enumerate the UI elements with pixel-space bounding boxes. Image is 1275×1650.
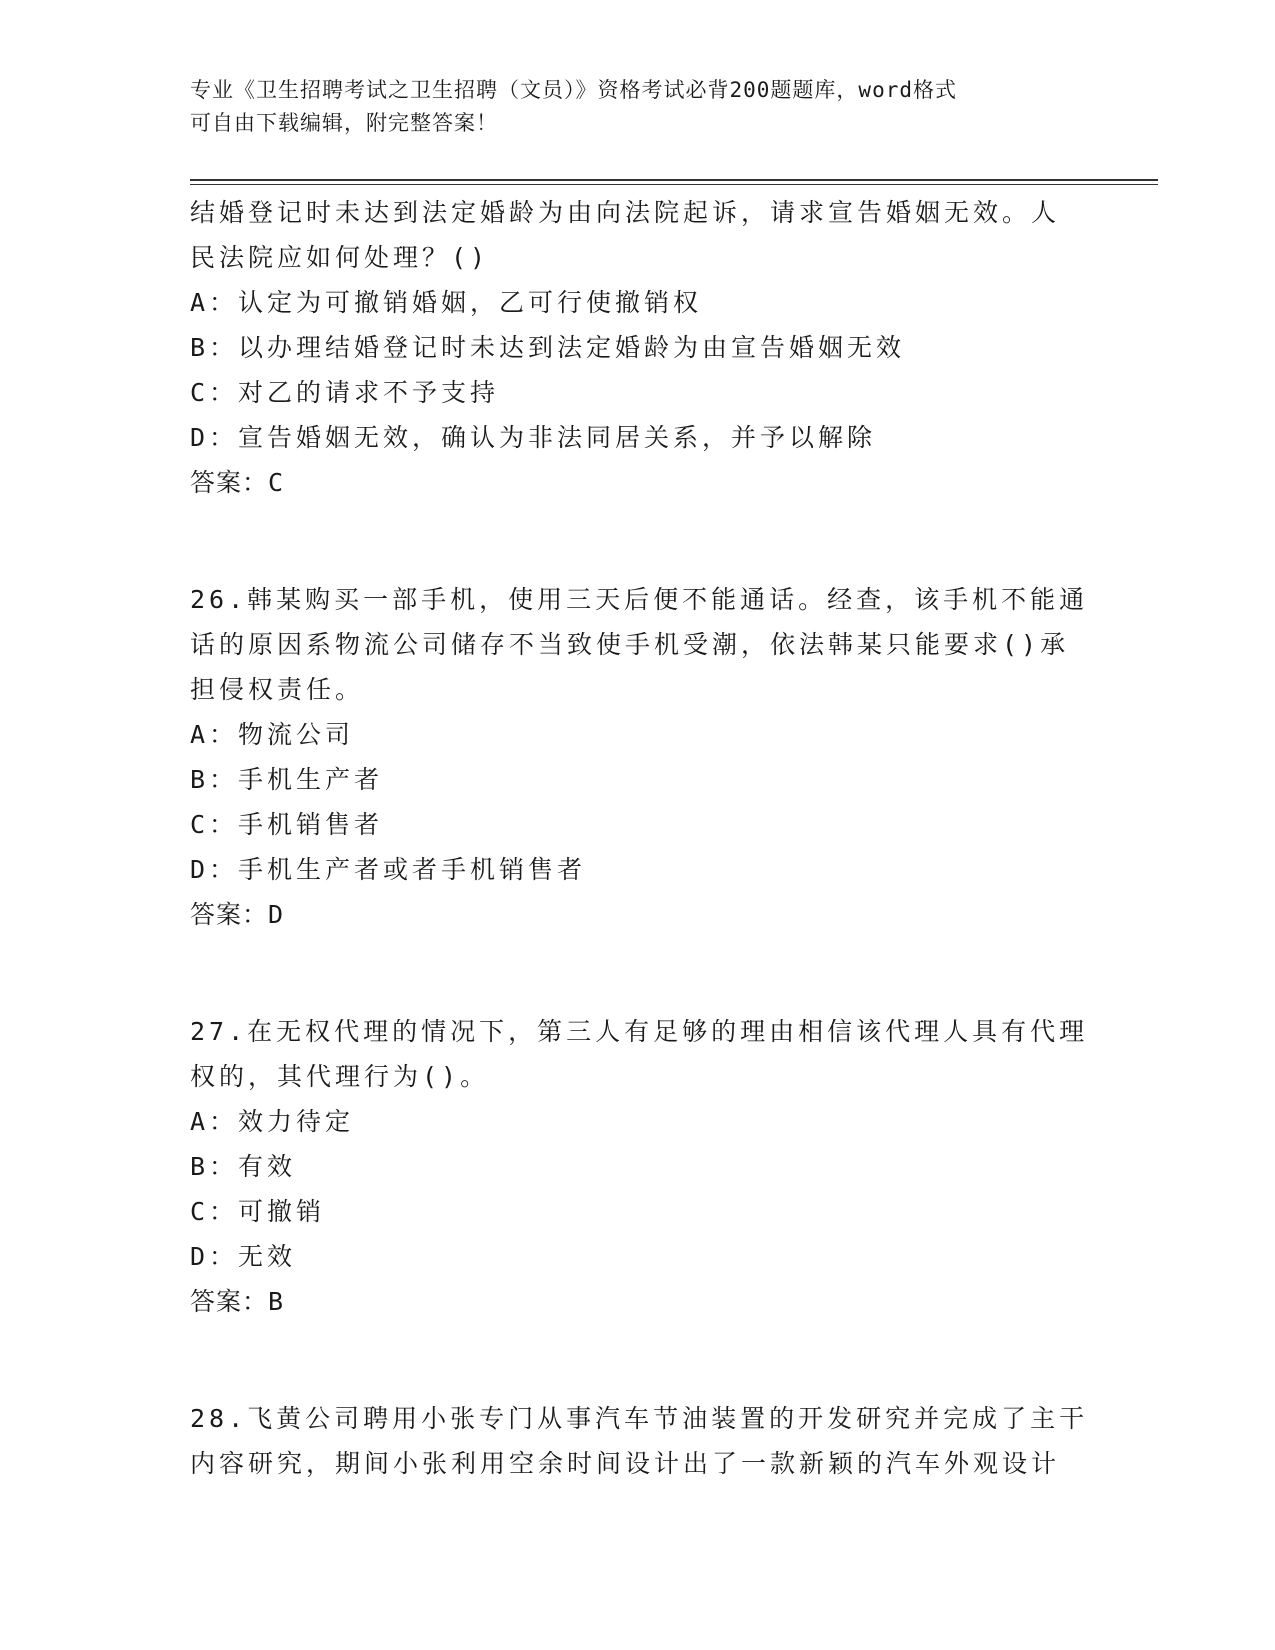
answer-line: 答案：C bbox=[190, 468, 285, 497]
header-line-1: 专业《卫生招聘考试之卫生招聘（文员）》资格考试必背200题题库，word格式 bbox=[190, 78, 957, 102]
document-header bbox=[190, 74, 1080, 140]
question-stem-line: 28.飞黄公司聘用小张专门从事汽车节油装置的开发研究并完成了主干 bbox=[190, 1404, 1089, 1433]
question-stem-line: 权的，其代理行为()。 bbox=[190, 1062, 490, 1091]
option-c: C：对乙的请求不予支持 bbox=[190, 378, 500, 407]
answer-line: 答案：D bbox=[190, 900, 285, 929]
question-stem-line: 担侵权责任。 bbox=[190, 675, 365, 704]
question-stem-line: 话的原因系物流公司储存不当致使手机受潮，依法韩某只能要求()承 bbox=[190, 630, 1070, 659]
option-d: D：宣告婚姻无效，确认为非法同居关系，并予以解除 bbox=[190, 423, 877, 452]
question-stem-line: 27.在无权代理的情况下，第三人有足够的理由相信该代理人具有代理 bbox=[190, 1017, 1089, 1046]
option-b: B：手机生产者 bbox=[190, 765, 384, 794]
header-divider-thin bbox=[190, 184, 1158, 185]
question-26 bbox=[190, 577, 1090, 937]
question-stem-line: 26.韩某购买一部手机，使用三天后便不能通话。经查，该手机不能通 bbox=[190, 585, 1089, 614]
option-a: A：效力待定 bbox=[190, 1107, 355, 1136]
answer-line: 答案：B bbox=[190, 1287, 285, 1316]
question-28 bbox=[190, 1396, 1090, 1486]
option-c: C：可撤销 bbox=[190, 1197, 326, 1226]
header-divider-thick bbox=[190, 179, 1158, 181]
option-d: D：手机生产者或者手机销售者 bbox=[190, 855, 587, 884]
option-a: A：认定为可撤销婚姻，乙可行使撤销权 bbox=[190, 288, 703, 317]
question-list bbox=[190, 190, 1090, 1486]
question-stem-line: 内容研究，期间小张利用空余时间设计出了一款新颖的汽车外观设计 bbox=[190, 1449, 1061, 1478]
question-stem-line: 民法院应如何处理？() bbox=[190, 243, 490, 272]
option-b: B：以办理结婚登记时未达到法定婚龄为由宣告婚姻无效 bbox=[190, 333, 906, 362]
option-c: C：手机销售者 bbox=[190, 810, 384, 839]
option-b: B：有效 bbox=[190, 1152, 297, 1181]
option-d: D：无效 bbox=[190, 1242, 297, 1271]
option-a: A：物流公司 bbox=[190, 720, 355, 749]
question-25 bbox=[190, 190, 1090, 505]
question-27 bbox=[190, 1009, 1090, 1324]
question-stem-line: 结婚登记时未达到法定婚龄为由向法院起诉，请求宣告婚姻无效。人 bbox=[190, 198, 1061, 227]
header-line-2: 可自由下载编辑，附完整答案！ bbox=[190, 111, 498, 135]
